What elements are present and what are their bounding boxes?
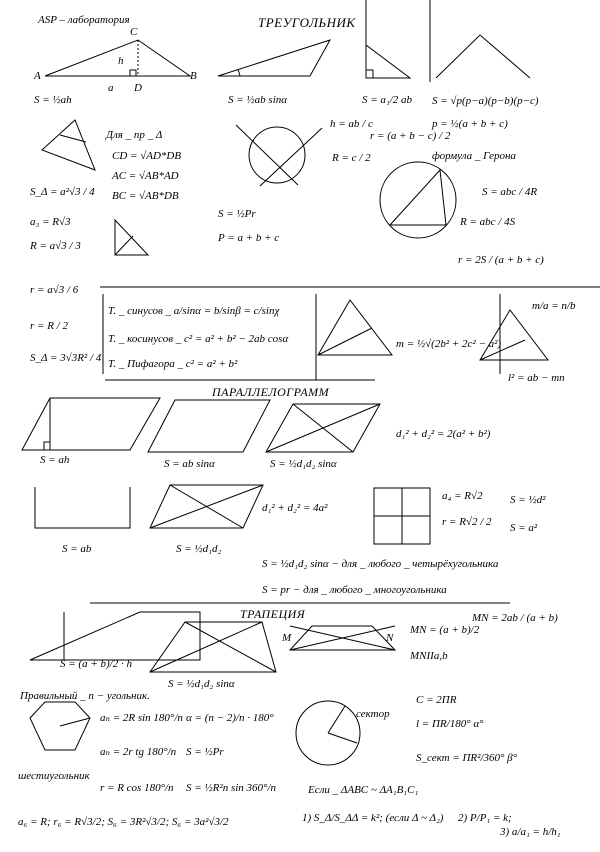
poly-title: Правильный _ n − угольник.: [20, 690, 150, 702]
lab-header: ASP – лаборатория: [38, 14, 130, 26]
rect-s: S = ab: [62, 543, 92, 555]
law-sines: Т. _ синусов _ a/sinα = b/sinβ = c/sinχ: [108, 305, 280, 317]
trap-s-diag: S = ½d₁d₂ sinα: [168, 678, 235, 690]
formula-s-ah: S = ½ah: [34, 94, 72, 106]
square-a4: a₄ = R√2: [442, 490, 483, 502]
heron-label: формула _ Герона: [432, 150, 516, 162]
similar-2: 2) P/P₁ = k;: [458, 812, 512, 824]
law-cosines: Т. _ косинусов _ c² = a² + b² − 2ab cosα: [108, 333, 289, 345]
label-h: h: [118, 55, 124, 67]
trapezoid-h: [30, 612, 200, 660]
trap-mn: MN = (a + b)/2: [410, 624, 480, 636]
eq-s2: S_Δ = 3√3R² / 4: [30, 352, 102, 364]
eq-r2: r = R / 2: [30, 320, 68, 332]
similar-title: Если _ ΔABC ~ ΔA₁B₁C₁: [308, 784, 419, 796]
par-s-diag: S = ½d₁d₂ sinα: [270, 458, 337, 470]
hexagon-label: шестиугольник: [18, 770, 90, 782]
mn-ratio: m/a = n/b: [532, 300, 576, 312]
median-triangle: [318, 300, 392, 355]
trapezoid-diag: [150, 622, 276, 672]
eq-s-equilateral: S_Δ = a²√3 / 4: [30, 186, 95, 198]
pr-ac: AC = √AB*AD: [112, 170, 179, 182]
pr-title: Для _ пр _ Δ: [106, 129, 163, 141]
hex-relations: a₆ = R; r₆ = R√3/2; S₆ = 3R²√3/2; S₆ = 3a²√3/2: [18, 816, 229, 828]
s-abc: S = abc / 4R: [482, 186, 538, 198]
poly-rr: r = R cos 180°/n: [100, 782, 174, 794]
similar-1: 1) S_Δ/S_ΔΔ = k²; (если Δ ~ Δ₂): [302, 812, 444, 824]
par-s-ah: S = ah: [40, 454, 70, 466]
incircle: [249, 127, 305, 183]
R-eq: R = c / 2: [332, 152, 371, 164]
median-formula: m = ½√(2b² + 2c² − a²): [396, 338, 502, 350]
p-sum: P = a + b + c: [218, 232, 280, 244]
circumcircle: [380, 162, 456, 238]
poly-angle: α = (n − 2)/n · 180°: [186, 712, 274, 724]
rectangle: [35, 487, 130, 528]
poly-an2: aₙ = 2r tg 180°/n: [100, 746, 177, 758]
equilateral-triangle: [42, 120, 95, 170]
parallelogram-sin: [148, 400, 270, 452]
bisector-triangle: [480, 310, 548, 360]
pr-bc: BC = √AB*DB: [112, 190, 179, 202]
trap-parallel: MNIIa,b: [410, 650, 448, 662]
square-r: r = R√2 / 2: [442, 516, 492, 528]
r-eq: r = (a + b − c) / 2: [370, 130, 451, 142]
arc-len: l = ΠR/180° α°: [416, 718, 484, 730]
trap-s: S = (a + b)/2 · h: [60, 658, 132, 670]
heron-triangle: [436, 35, 530, 78]
label-d: D: [134, 82, 142, 94]
sector-area: S_сект = ΠR²/360° β°: [416, 752, 518, 764]
trap-m: M: [282, 632, 292, 644]
label-a-vertex: A: [34, 70, 41, 82]
rhomb-d-eq: d₁² + d₂² = 4a²: [262, 502, 328, 514]
p-eq: p = ½(a + b + c): [432, 118, 508, 130]
heading-parallelogram: ПАРАЛЛЕЛОГРАММ: [212, 385, 330, 399]
triangle-sin: [218, 40, 330, 76]
similar-3: 3) a/a₁ = h/h₁: [500, 826, 561, 838]
square-s-a: S = a²: [510, 522, 538, 534]
r-in: r = 2S / (a + b + c): [458, 254, 544, 266]
pr-cd: CD = √AD*DB: [112, 150, 182, 162]
c-len: C = 2ΠR: [416, 694, 457, 706]
rhomb-s: S = ½d₁d₂: [176, 543, 222, 555]
par-d-eq: d₁² + d₂² = 2(a² + b²): [396, 428, 491, 440]
formula-heron: S = √p(p−a)(p−b)(p−c): [432, 95, 539, 107]
square-s-d: S = ½d²: [510, 494, 546, 506]
any-quad: S = ½d₁d₂ sinα − для _ любого _ четырёхугольника: [262, 558, 499, 570]
eq-a3: a₃ = R√3: [30, 216, 71, 228]
poly-s-pr: S = ½Pr: [186, 746, 224, 758]
poly-an1: aₙ = 2R sin 180°/n: [100, 712, 183, 724]
eq-r: r = a√3 / 6: [30, 284, 79, 296]
label-a-side: a: [108, 82, 114, 94]
r-abc: R = abc / 4S: [460, 216, 516, 228]
bisector-eq: l² = ab − mn: [508, 372, 565, 384]
label-c: C: [130, 26, 138, 38]
heading-trapezoid: ТРАПЕЦИЯ: [240, 607, 306, 621]
any-poly: S = pr − для _ любого _ многоугольника: [262, 584, 447, 596]
heading-triangle: ТРЕУГОЛЬНИК: [258, 15, 356, 30]
s-pr: S = ½Pr: [218, 208, 256, 220]
eq-R: R = a√3 / 3: [30, 240, 81, 252]
parallelogram-h: [22, 398, 160, 450]
trap-mn2: MN = 2ab / (a + b): [472, 612, 558, 624]
trap-n: N: [386, 632, 394, 644]
sector-label: сектор: [356, 708, 390, 720]
formula-s-absin: S = ½ab sinα: [228, 94, 288, 106]
label-b: B: [190, 70, 197, 82]
law-pythagoras: Т. _ Пифагора _ c² = a² + b²: [108, 358, 238, 370]
formula-s-right: S = a₁/2 ab: [362, 94, 413, 106]
h-eq: h = ab / c: [330, 118, 373, 130]
poly-s-rn: S = ½R²n sin 360°/n: [186, 782, 276, 794]
par-s-absin: S = ab sinα: [164, 458, 215, 470]
